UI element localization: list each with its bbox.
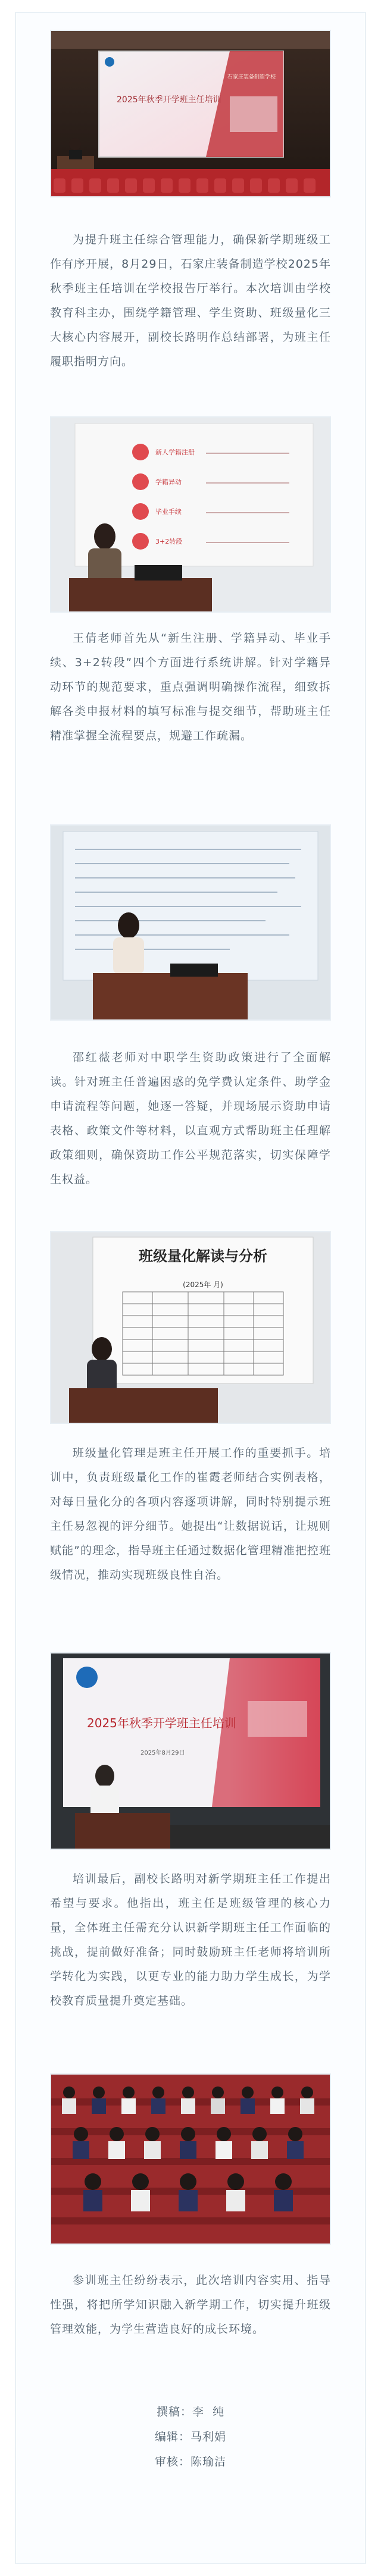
slide-summary-title: 2025年秋季开学班主任培训 xyxy=(87,1716,236,1730)
photo-opening-session-image xyxy=(51,31,330,196)
credit-editor: 编辑：马利娟 xyxy=(154,2430,226,2443)
slide-item-4: 3+2转段 xyxy=(155,538,183,545)
photo-audience-image xyxy=(51,2075,330,2244)
paragraph-financial-aid: 邵红薇老师对中职学生资助政策进行了全面解读。针对班主任普遍困惑的免学费认定条件、助学金申请流程等问题，她逐一答疑，并现场展示资助申请表格、政策文件等材料，以直观方式帮助班主任理解政策细则，确保资助工作公平规范落实，切实保障学生权益。 xyxy=(50,1051,331,1186)
photo-lu-ming-image xyxy=(51,1653,330,1849)
photo-audience xyxy=(50,2073,331,2245)
photo-opening-session xyxy=(50,30,331,197)
slide-title-text: 2025年秋季开学班主任培训 xyxy=(117,95,221,105)
paragraph-feedback: 参训班主任纷纷表示，此次培训内容实用、指导性强，将把所学知识融入新学期工作，切实提升班级管理效能，为学生营造良好的成长环境。 xyxy=(50,2274,331,2336)
paragraph-class-quantification: 班级量化管理是班主任开展工作的重要抓手。培训中，负责班级量化工作的崔霞老师结合实例表格，对每日量化分的各项内容逐项讲解，同时特别提示班主任易忽视的评分细节。她提出“让数据说话，让规则赋能”的理念，指导班主任通过数据化管理精准把控班级情况，推动实现班级良性自治。 xyxy=(50,1447,331,1582)
slide-summary-date: 2025年8月29日 xyxy=(140,1750,185,1756)
photo-shao-hongwei-image xyxy=(51,826,330,1019)
slide-item-1: 新人学籍注册 xyxy=(155,448,195,456)
slide-quantification-title: 班级量化解读与分析 xyxy=(139,1248,267,1265)
paragraph-student-status: 王倩老师首先从“新生注册、学籍异动、毕业手续、3+2转段”四个方面进行系统讲解。针对学籍异动环节的规范要求，重点强调明确操作流程，细致拆解各类申报材料的填写标准与提交细节，帮助班主任精准掌握全流程要点，规避工作疏漏。 xyxy=(50,632,331,742)
photo-cui-xia-image xyxy=(51,1232,330,1423)
slide-item-2: 学籍异动 xyxy=(155,478,182,486)
photo-lu-ming-summary xyxy=(50,1652,331,1850)
photo-cui-xia-presenting xyxy=(50,1231,331,1424)
slide-subtitle-text: 石家庄装备制造学校 xyxy=(227,74,276,80)
slide-item-3: 毕业手续 xyxy=(155,508,182,516)
credit-reviewer: 审核：陈瑜洁 xyxy=(154,2455,226,2468)
photo-wang-qian-presenting xyxy=(50,416,331,613)
article-credits xyxy=(0,2399,381,2474)
paragraph-closing-remarks: 培训最后，副校长路明对新学期班主任工作提出希望与要求。他指出，班主任是班级管理的核心力量，全体班主任需充分认识新学期班主任工作面临的挑战，提前做好准备；同时鼓励班主任老师将培训所学转化为实践，以更专业的能力助力学生成长，为学校教育质量提升奠定基础。 xyxy=(50,1872,331,2007)
photo-shao-hongwei-presenting xyxy=(50,824,331,1021)
credit-author: 撰稿：李 纯 xyxy=(156,2405,225,2418)
photo-wang-qian-image xyxy=(51,418,330,611)
paragraph-intro: 为提升班主任综合管理能力，确保新学期班级工作有序开展，8月29日，石家庄装备制造学校2025年秋季班主任培训在学校报告厅举行。本次培训由学校教育科主办，围绕学籍管理、学生资助、班级量化三大核心内容展开，副校长路明作总结部署，为班主任履职指明方向。 xyxy=(50,233,331,368)
slide-table-title: (2025年 月) xyxy=(183,1281,223,1289)
